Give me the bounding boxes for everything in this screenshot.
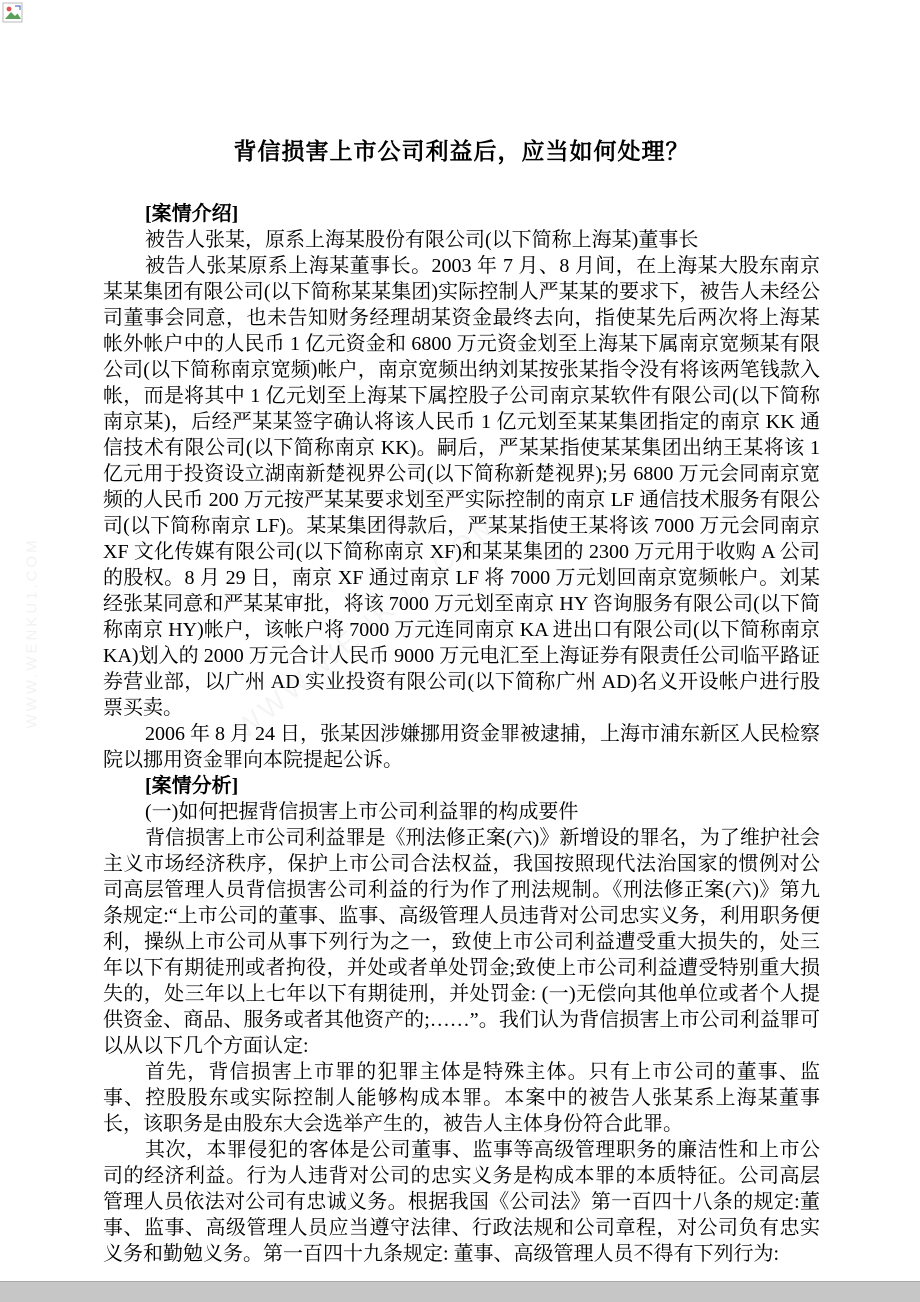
watermark-text: WWW.WENKU1.COM (23, 537, 41, 729)
paragraph: 其次，本罪侵犯的客体是公司董事、监事等高级管理职务的廉洁性和上市公司的经济利益。行为人违背对公司的忠实义务是构成本罪的本质特征。公司高层管理人员依法对公司有忠诚义务。根据我国《公司法》第一百四十八条的规定:董事、监事、高级管理人员应当遵守法律、行政法规和公司章程，对公司负有忠实义务和勤勉义务。第一百四十九条规定: 董事、高级管理人员不得有下列行为: (103, 1139, 820, 1265)
section-heading-case-analysis: [案情分析] (145, 775, 239, 797)
paragraph: 背信损害上市公司利益罪是《刑法修正案(六)》新增设的罪名，为了维护社会主义市场经济秩序，保护上市公司合法权益，我国按照现代法治国家的惯例对公司高层管理人员背信损害公司利益的行为作了刑法规制。《刑法修正案(六)》第九条规定:“上市公司的董事、监事、高级管理人员违背对公司忠实义务，利用职务便利，操纵上市公司从事下列行为之一，致使上市公司利益遭受重大损失的，处三年以下有期徒刑或者拘役，并处或者单处罚金;致使上市公司利益遭受特别重大损失的，处三年以上七年以下有期徒刑，并处罚金: (一)无偿向其他单位或者个人提供资金、商品、服务或者其他资产的;……”。我们认为背信损害上市公司利益罪可以从以下几个方面认定: (103, 827, 820, 1057)
paragraph: 首先，背信损害上市罪的犯罪主体是特殊主体。只有上市公司的董事、监事、控股股东或实际控制人能够构成本罪。本案中的被告人张某系上海某董事长，该职务是由股东大会选举产生的，被告人主体身份符合此罪。 (103, 1061, 820, 1135)
paragraph: 被告人张某，原系上海某股份有限公司(以下简称上海某)董事长 (145, 229, 699, 251)
document-body (103, 0, 820, 1267)
section-heading-case-introduction: [案情介绍] (145, 203, 239, 225)
page-title: 背信损害上市公司利益后，应当如何处理？ (233, 139, 690, 165)
page-bottom-edge (0, 1281, 920, 1302)
paragraph: 被告人张某原系上海某董事长。2003 年 7 月、8 月间，在上海某大股东南京某某集团有限公司(以下简称某某集团)实际控制人严某某的要求下，被告人未经公司董事会同意，也未告知财务经理胡某资金最终去向，指使某先后两次将上海某帐外帐户中的人民币 1 亿元资金和 6800 万元资金划至上海某下属南京宽频某有限公司(以下简称南京宽频)帐户，南京宽频出纳刘某按张某指令没有将该两笔钱款入帐，而是将其中 1 亿元划至上海某下属控股子公司南京某软件有限公司(以下简称南京某)，后经严某某签字确认将该人民币 1 亿元划至某某集团指定的南京 KK 通信技术有限公司(以下简称南京 KK)。嗣后，严某某指使某某集团出纳王某将该 1 亿元用于投资设立湖南新楚视界公司(以下简称新楚视界);另 6800 万元会同南京宽频的人民币 200 万元按严某某要求划至严实际控制的南京 LF 通信技术服务有限公司(以下简称南京 LF)。某某集团得款后，严某某指使王某将该 7000 万元会同南京 XF 文化传媒有限公司(以下简称南京 XF)和某某集团的 2300 万元用于收购 A 公司的股权。8 月 29 日，南京 XF 通过南京 LF 将 7000 万元划回南京宽频帐户。刘某经张某同意和严某某审批，将该 7000 万元划至南京 HY 咨询服务有限公司(以下简称南京 HY)帐户，该帐户将 7000 万元连同南京 KA 进出口有限公司(以下简称南京 KA)划入的 2000 万元合计人民币 9000 万元电汇至上海证券有限责任公司临平路证券营业部，以广州 AD 实业投资有限公司(以下简称广州 AD)名义开设帐户进行股票买卖。 (103, 255, 820, 719)
broken-image-icon (2, 2, 24, 24)
paragraph: 2006 年 8 月 24 日，张某因涉嫌挪用资金罪被逮捕，上海市浦东新区人民检察院以挪用资金罪向本院提起公诉。 (103, 723, 820, 771)
paragraph: (一)如何把握背信损害上市公司利益罪的构成要件 (145, 801, 579, 823)
